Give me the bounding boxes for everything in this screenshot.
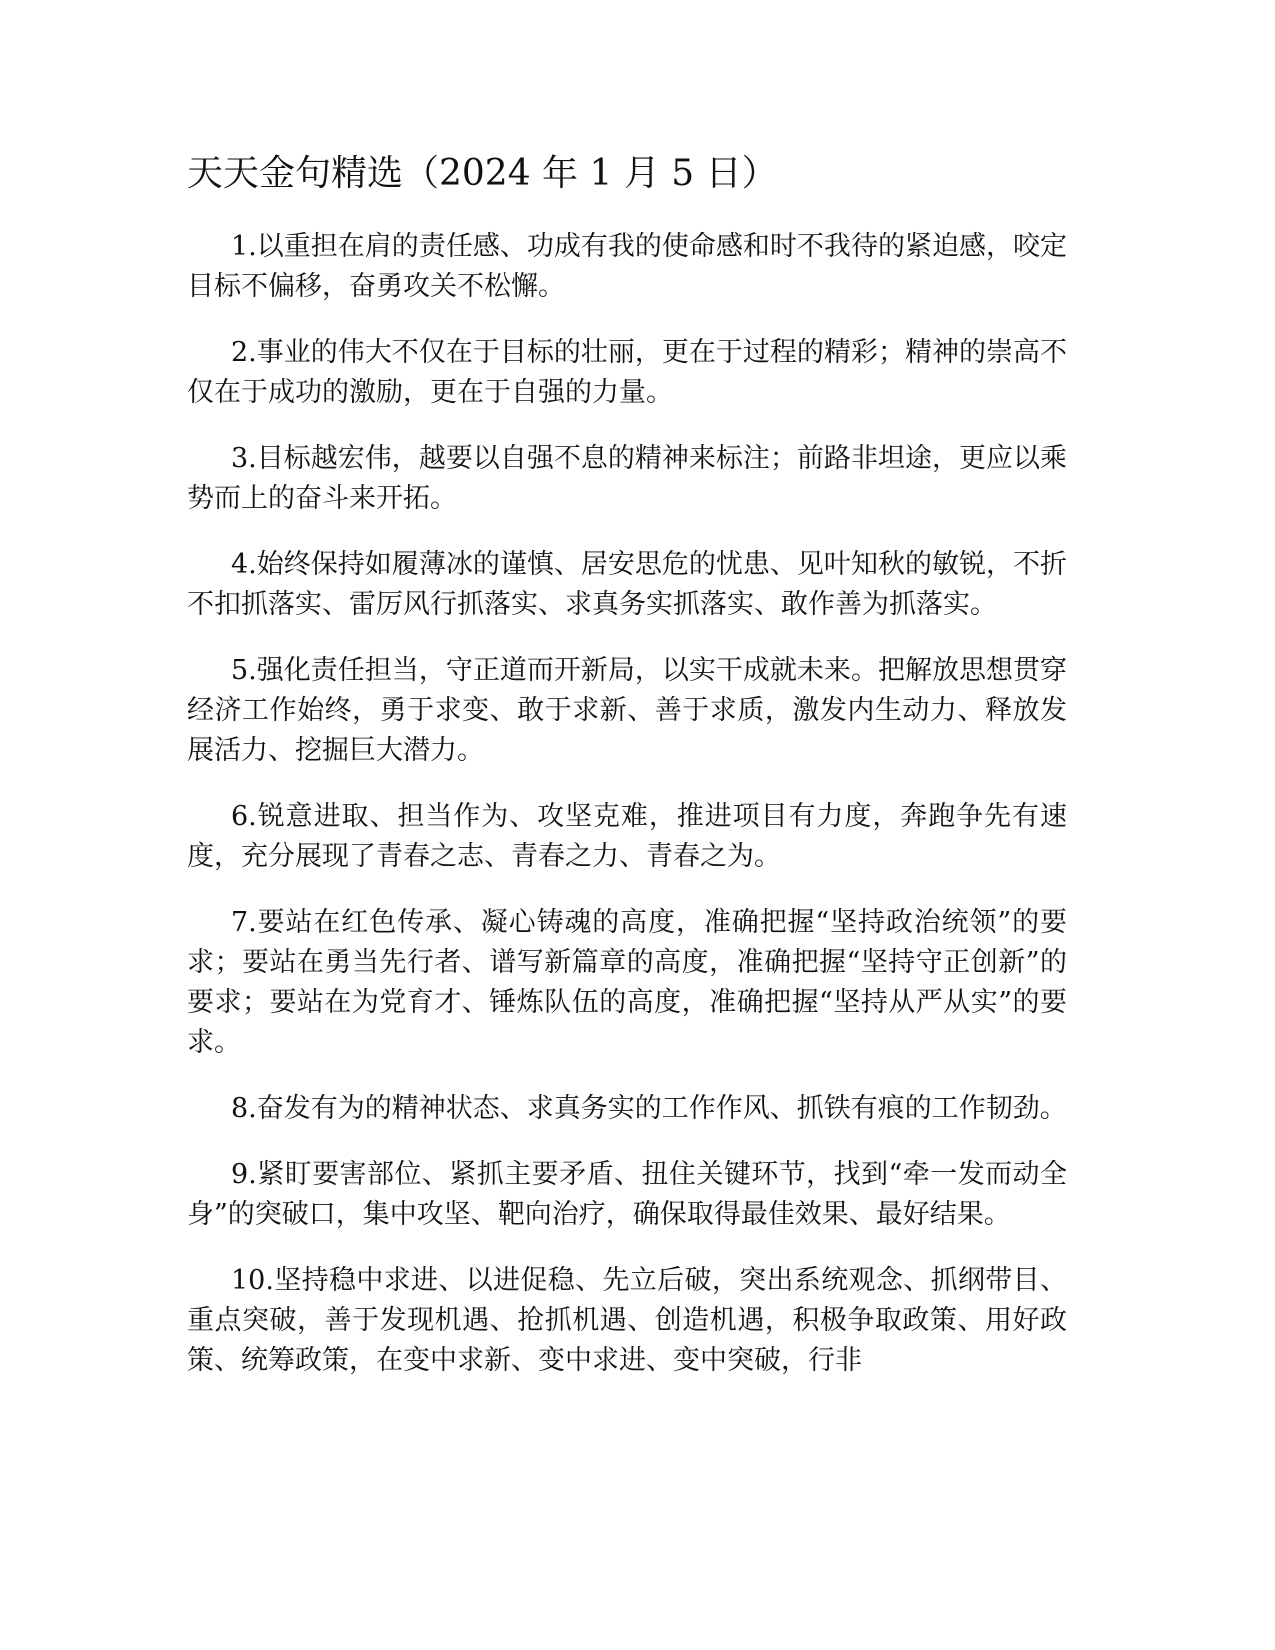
document-title: 天天金句精选（2024 年 1 月 5 日） [187,153,778,194]
quote-item-4: 4.始终保持如履薄冰的谨慎、居安思危的忧患、见叶知秋的敏锐，不折不扣抓落实、雷厉风行抓落实、求真务实抓落实、敢作善为抓落实。 [187,549,1067,620]
quote-item-1: 1.以重担在肩的责任感、功成有我的使命感和时不我待的紧迫感，咬定目标不偏移，奋勇攻关不松懈。 [187,231,1067,302]
quote-item-3: 3.目标越宏伟，越要以自强不息的精神来标注；前路非坦途，更应以乘势而上的奋斗来开拓。 [187,443,1067,514]
quote-list [187,227,1067,1407]
quote-item-10: 10.坚持稳中求进、以进促稳、先立后破，突出系统观念、抓纲带目、重点突破，善于发现机遇、抢抓机遇、创造机遇，积极争取政策、用好政策、统筹政策，在变中求新、变中求进、变中突破，行非 [187,1265,1067,1376]
quote-item-8: 8.奋发有为的精神状态、求真务实的工作作风、抓铁有痕的工作韧劲。 [231,1093,1067,1124]
quote-item-9: 9.紧盯要害部位、紧抓主要矛盾、扭住关键环节，找到“牵一发而动全身”的突破口，集中攻坚、靶向治疗，确保取得最佳效果、最好结果。 [187,1159,1067,1230]
quote-item-7: 7.要站在红色传承、凝心铸魂的高度，准确把握“坚持政治统领”的要求；要站在勇当先行者、谱写新篇章的高度，准确把握“坚持守正创新”的要求；要站在为党育才、锤炼队伍的高度，准确把握“坚持从严从实”的要求。 [187,907,1067,1058]
quote-item-6: 6.锐意进取、担当作为、攻坚克难，推进项目有力度，奔跑争先有速度，充分展现了青春之志、青春之力、青春之为。 [187,801,1067,872]
quote-item-2: 2.事业的伟大不仅在于目标的壮丽，更在于过程的精彩；精神的崇高不仅在于成功的激励，更在于自强的力量。 [187,337,1067,408]
quote-item-5: 5.强化责任担当，守正道而开新局，以实干成就未来。把解放思想贯穿经济工作始终，勇于求变、敢于求新、善于求质，激发内生动力、释放发展活力、挖掘巨大潜力。 [187,655,1067,766]
